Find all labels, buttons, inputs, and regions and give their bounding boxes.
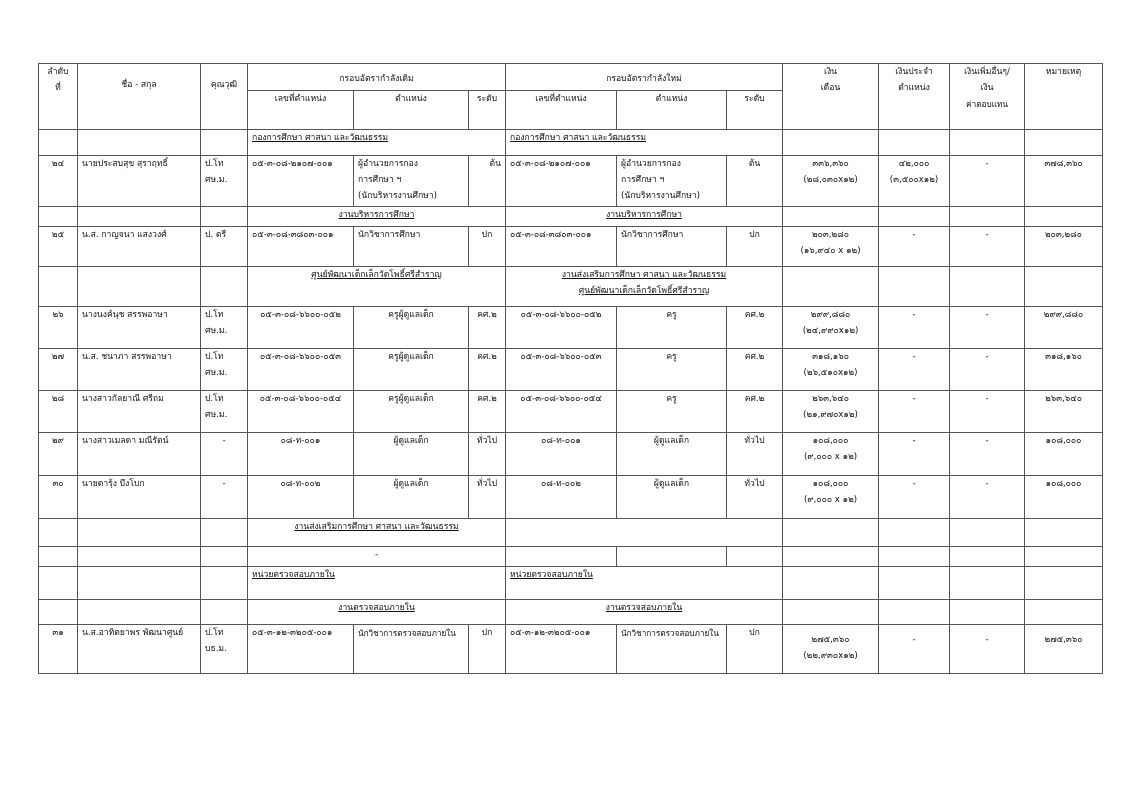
row-new-level: ปก	[727, 624, 783, 673]
row-old-level: ทั่วไป	[469, 432, 506, 475]
row-old-position: นักวิชาการตรวจสอบภายใน	[354, 624, 469, 673]
table-row	[39, 156, 1103, 207]
row-other: -	[950, 226, 1025, 266]
section-label: กองการศึกษา ศาสนา และวัฒนธรรม	[506, 130, 783, 156]
row-old-level: ต้น	[469, 156, 506, 207]
row-other: -	[950, 390, 1025, 432]
section-label: งานตรวจสอบภายใน	[248, 599, 506, 624]
section-label: งานบริหารการศึกษา	[506, 206, 783, 226]
section-row	[39, 546, 1103, 566]
row-new-position: ครู	[617, 390, 727, 432]
row-new-level: คศ.๒	[727, 348, 783, 390]
row-old-level: ปก	[469, 624, 506, 673]
col-other-header: เงินเพิ่มอื่นๆ/ เงิน ค่าตอบแทน	[950, 64, 1025, 130]
row-pos-allow: -	[879, 475, 950, 518]
row-new-position: ผู้ดูแลเด็ก	[617, 432, 727, 475]
row-no: ๒๗	[39, 348, 78, 390]
empty-dash: -	[248, 546, 506, 566]
row-remark: ๓๗๘,๓๖๐	[1025, 156, 1103, 207]
row-old-level: ปก	[469, 226, 506, 266]
row-old-position: ครูผู้ดูแลเด็ก	[354, 390, 469, 432]
row-new-position: ผู้อำนวยการกอง การศึกษา ฯ (นักบริหารงานศึกษา)	[617, 156, 727, 207]
row-old-position: นักวิชาการศึกษา	[354, 226, 469, 266]
row-remark: ๒๙๙,๘๘๐	[1025, 306, 1103, 348]
row-name: นางสาวเมลดา มณีรัตน์	[78, 432, 201, 475]
row-salary: ๑๐๘,๐๐๐ (๙,๐๐๐ x ๑๒)	[783, 475, 879, 518]
row-new-pos-no: ๐๕-๓-๐๘-๖๖๐๐-๐๕๓	[506, 348, 617, 390]
row-old-level: ทั่วไป	[469, 475, 506, 518]
row-salary: ๓๓๖,๓๖๐ (๒๘,๐๓๐x๑๒)	[783, 156, 879, 207]
row-name: น.ส.อาทิตยาพร พัฒนาศูนย์	[78, 624, 201, 673]
table-row	[39, 348, 1103, 390]
row-no: ๒๕	[39, 226, 78, 266]
row-other: -	[950, 624, 1025, 673]
old-position-header: ตำแหน่ง	[354, 91, 469, 130]
row-old-position: ผู้ดูแลเด็ก	[354, 475, 469, 518]
new-level-header: ระดับ	[727, 91, 783, 130]
row-other: -	[950, 306, 1025, 348]
row-new-level: ปก	[727, 226, 783, 266]
section-label: งานส่งเสริมการศึกษา ศาสนา และวัฒนธรรม ศูนย์พัฒนาเด็กเล็กวัดโพธิ์ศรีสำราญ	[506, 266, 783, 306]
row-new-pos-no: ๐๕-๓-๐๘-๒๑๐๗-๐๐๑	[506, 156, 617, 207]
staffing-table-sheet	[38, 63, 1102, 674]
col-qual-header: คุณวุฒิ	[201, 64, 248, 130]
row-new-level: ทั่วไป	[727, 475, 783, 518]
col-pos-allow-header: เงินประจำ ตำแหน่ง	[879, 64, 950, 130]
row-name: นางสาวกัลยาณี ศรีถม	[78, 390, 201, 432]
row-remark: ๒๖๓,๖๔๐	[1025, 390, 1103, 432]
new-pos-no-header: เลขที่ตำแหน่ง	[506, 91, 617, 130]
row-qual: ป. ตรี	[201, 226, 248, 266]
row-pos-allow: -	[879, 306, 950, 348]
row-new-level: คศ.๒	[727, 306, 783, 348]
row-salary: ๒๐๓,๒๘๐ (๑๖,๙๔๐ x ๑๒)	[783, 226, 879, 266]
row-old-position: ครูผู้ดูแลเด็ก	[354, 306, 469, 348]
section-label: งานบริหารการศึกษา	[248, 206, 506, 226]
row-qual: -	[201, 432, 248, 475]
row-salary: ๑๐๘,๐๐๐ (๙,๐๐๐ x ๑๒)	[783, 432, 879, 475]
row-old-pos-no: ๐๕-๓-๐๘-๓๘๐๓-๐๐๑	[248, 226, 354, 266]
row-other: -	[950, 432, 1025, 475]
row-name: นายประสบสุข สุราฤทธิ์	[78, 156, 201, 207]
row-remark: ๑๐๘,๐๐๐	[1025, 432, 1103, 475]
section-row	[39, 566, 1103, 599]
row-new-position: ครู	[617, 306, 727, 348]
row-new-pos-no: ๐๕-๓-๐๘-๓๘๐๓-๐๐๑	[506, 226, 617, 266]
row-salary: ๒๗๕,๓๖๐ (๒๒,๙๓๐x๑๒)	[783, 624, 879, 673]
old-pos-no-header: เลขที่ตำแหน่ง	[248, 91, 354, 130]
row-old-position: ครูผู้ดูแลเด็ก	[354, 348, 469, 390]
row-old-pos-no: ๐๕-๓-๐๘-๖๖๐๐-๐๕๒	[248, 306, 354, 348]
col-salary-header: เงิน เดือน	[783, 64, 879, 130]
section-label: หน่วยตรวจสอบภายใน	[506, 566, 783, 599]
row-new-pos-no: ๐๕-๓-๑๒-๓๒๐๕-๐๐๑	[506, 624, 617, 673]
section-row	[39, 206, 1103, 226]
row-qual: ป.โท ศษ.ม.	[201, 390, 248, 432]
table-row	[39, 226, 1103, 266]
header-row-1	[39, 64, 1103, 91]
row-qual: ป.โท ศษ.ม.	[201, 156, 248, 207]
row-old-pos-no: ๐๘-ท-๐๐๒	[248, 475, 354, 518]
row-old-pos-no: ๐๕-๓-๐๘-๖๖๐๐-๐๕๔	[248, 390, 354, 432]
row-new-level: คศ.๒	[727, 390, 783, 432]
row-old-pos-no: ๐๕-๓-๐๘-๒๑๐๗-๐๐๑	[248, 156, 354, 207]
section-row	[39, 599, 1103, 624]
row-qual: ป.โท ศษ.ม.	[201, 306, 248, 348]
row-no: ๒๖	[39, 306, 78, 348]
row-old-level: คศ.๒	[469, 348, 506, 390]
row-no: ๒๙	[39, 432, 78, 475]
row-no: ๓๑	[39, 624, 78, 673]
col-no-header: ลำดับ ที่	[39, 64, 78, 130]
section-label: หน่วยตรวจสอบภายใน	[248, 566, 506, 599]
row-new-position: นักวิชาการตรวจสอบภายใน	[617, 624, 727, 673]
row-no: ๒๔	[39, 156, 78, 207]
row-old-position: ผู้ดูแลเด็ก	[354, 432, 469, 475]
row-pos-allow: -	[879, 432, 950, 475]
row-old-pos-no: ๐๘-ท-๐๐๑	[248, 432, 354, 475]
section-row	[39, 518, 1103, 546]
row-pos-allow: ๔๒,๐๐๐ (๓,๕๐๐x๑๒)	[879, 156, 950, 207]
old-level-header: ระดับ	[469, 91, 506, 130]
row-salary: ๒๙๙,๘๘๐ (๒๔,๙๙๐x๑๒)	[783, 306, 879, 348]
row-old-pos-no: ๐๕-๓-๑๒-๓๒๐๕-๐๐๑	[248, 624, 354, 673]
row-qual: ป.โท บธ.ม.	[201, 624, 248, 673]
table-row	[39, 306, 1103, 348]
row-other: -	[950, 348, 1025, 390]
row-no: ๒๘	[39, 390, 78, 432]
row-pos-allow: -	[879, 348, 950, 390]
row-other: -	[950, 475, 1025, 518]
row-new-position: นักวิชาการศึกษา	[617, 226, 727, 266]
row-new-level: ต้น	[727, 156, 783, 207]
row-new-pos-no: ๐๘-ท-๐๐๑	[506, 432, 617, 475]
row-salary: ๓๑๘,๑๖๐ (๒๖,๕๑๐x๑๒)	[783, 348, 879, 390]
table-row	[39, 432, 1103, 475]
row-name: น.ส. ชนาภา สรรพอาษา	[78, 348, 201, 390]
row-remark: ๓๑๘,๑๖๐	[1025, 348, 1103, 390]
row-other: -	[950, 156, 1025, 207]
new-position-header: ตำแหน่ง	[617, 91, 727, 130]
section-row	[39, 266, 1103, 306]
table-row	[39, 475, 1103, 518]
row-name: นางนงค์นุช สรรพอาษา	[78, 306, 201, 348]
row-new-pos-no: ๐๕-๓-๐๘-๖๖๐๐-๐๕๔	[506, 390, 617, 432]
row-remark: ๑๐๘,๐๐๐	[1025, 475, 1103, 518]
row-old-pos-no: ๐๕-๓-๐๘-๖๖๐๐-๐๕๓	[248, 348, 354, 390]
row-no: ๓๐	[39, 475, 78, 518]
row-new-pos-no: ๐๕-๓-๐๘-๖๖๐๐-๐๕๒	[506, 306, 617, 348]
row-name: น.ส. กาญจนา แสงวงศ์	[78, 226, 201, 266]
row-old-level: คศ.๒	[469, 390, 506, 432]
row-old-position: ผู้อำนวยการกอง การศึกษา ฯ (นักบริหารงานศึกษา)	[354, 156, 469, 207]
section-row	[39, 130, 1103, 156]
section-label: งานตรวจสอบภายใน	[506, 599, 783, 624]
col-remark-header: หมายเหตุ	[1025, 64, 1103, 130]
row-name: นายดารุ้ง บึงโบก	[78, 475, 201, 518]
row-new-position: ครู	[617, 348, 727, 390]
section-label: กองการศึกษา ศาสนา และวัฒนธรรม	[248, 130, 506, 156]
row-qual: -	[201, 475, 248, 518]
row-pos-allow: -	[879, 226, 950, 266]
staffing-table	[38, 63, 1103, 674]
col-name-header: ชื่อ - สกุล	[78, 64, 201, 130]
row-pos-allow: -	[879, 624, 950, 673]
row-remark: ๒๐๓,๒๘๐	[1025, 226, 1103, 266]
row-old-level: คศ.๒	[469, 306, 506, 348]
row-remark: ๒๗๕,๓๖๐	[1025, 624, 1103, 673]
section-label: ศูนย์พัฒนาเด็กเล็กวัดโพธิ์ศรีสำราญ	[248, 266, 506, 306]
old-frame-header: กรอบอัตรากำลังเดิม	[248, 64, 506, 91]
row-pos-allow: -	[879, 390, 950, 432]
table-row	[39, 624, 1103, 673]
row-qual: ป.โท ศษ.ม.	[201, 348, 248, 390]
row-new-level: ทั่วไป	[727, 432, 783, 475]
new-frame-header: กรอบอัตรากำลังใหม่	[506, 64, 783, 91]
row-salary: ๒๖๓,๖๔๐ (๒๑,๙๗๐x๑๒)	[783, 390, 879, 432]
table-row	[39, 390, 1103, 432]
row-new-pos-no: ๐๘-ท-๐๐๒	[506, 475, 617, 518]
section-label: งานส่งเสริมการศึกษา ศาสนา และวัฒนธรรม	[248, 518, 506, 546]
row-new-position: ผู้ดูแลเด็ก	[617, 475, 727, 518]
